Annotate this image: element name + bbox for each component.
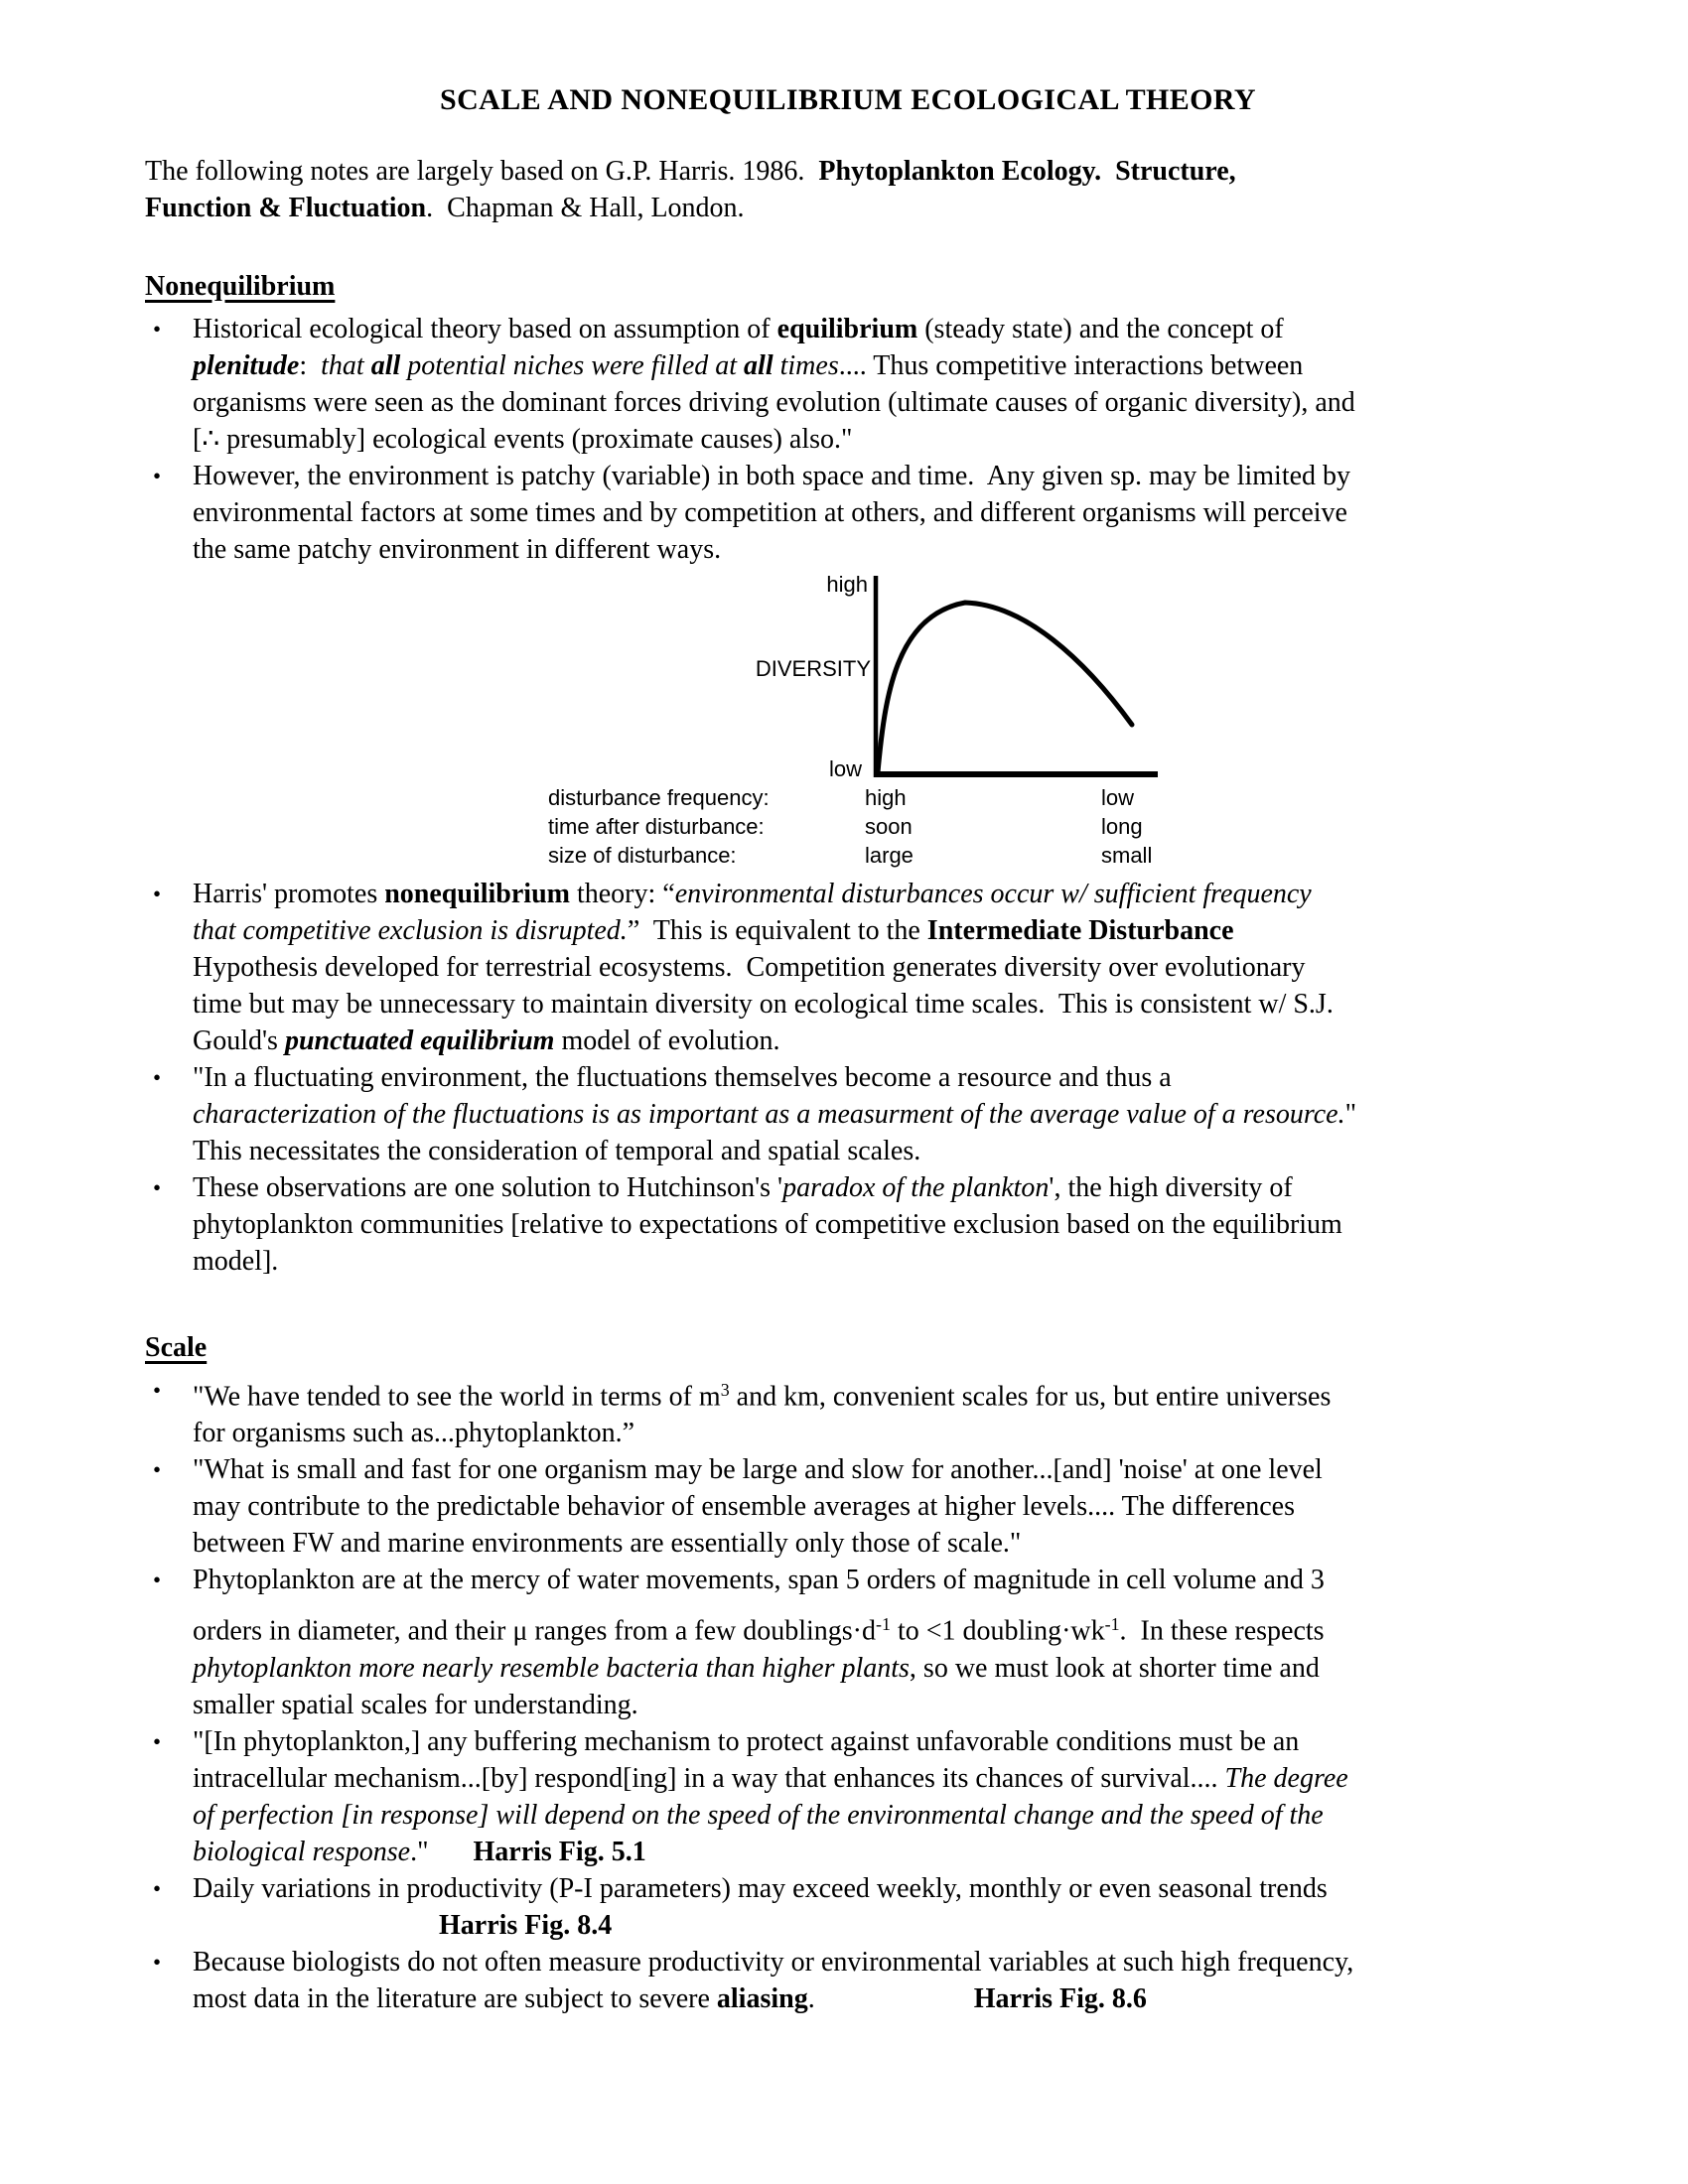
text-segment: "What is small and fast for one organism may be large and slow for another...[and] 'noise' at one level [193, 1454, 1323, 1486]
text-line [193, 1760, 1551, 1797]
text-segment: Because biologists do not often measure productivity or environmental variables at such high frequency, [193, 1946, 1354, 1978]
text-line [193, 1598, 1551, 1649]
text-block [193, 876, 1551, 1059]
text-segment: These observations are one solution to Hutchinson's ' [193, 1172, 783, 1203]
text-segment: 3 [720, 1380, 730, 1400]
text-segment: : [299, 350, 322, 381]
text-block [193, 1562, 1551, 1722]
text-line [193, 1169, 1551, 1206]
bullet-marker-icon: • [153, 1875, 162, 1901]
section-heading: Scale [145, 1332, 208, 1363]
text-line [193, 347, 1551, 384]
text-segment: for organisms such as...phytoplankton.” [193, 1418, 635, 1449]
text-block [193, 1451, 1551, 1562]
text-segment: theory: “ [569, 879, 675, 909]
text-segment: punctuated equilibrium [284, 1025, 555, 1056]
text-segment: Phytoplankton are at the mercy of water movements, span 5 orders of magnitude in cell volume and 3 [193, 1565, 1325, 1596]
figure-row-near-value: soon [865, 814, 913, 839]
text-segment: most data in the literature are subject to severe [193, 1982, 717, 2014]
text-segment: Harris' promotes [193, 879, 385, 909]
figure-row-far-value: low [1101, 785, 1135, 810]
figure-canvas [546, 570, 1174, 870]
diversity-disturbance-figure [546, 570, 1551, 870]
bullet-item [145, 1562, 1551, 1722]
text-line [193, 421, 1551, 458]
text-line [145, 153, 1551, 190]
figure-row-far-value: small [1101, 843, 1153, 868]
text-line [193, 1023, 1551, 1059]
text-segment: . [807, 1982, 815, 2014]
text-segment: Harris Fig. 5.1 [473, 1836, 646, 1867]
text-line [193, 1870, 1551, 1907]
text-block [193, 1870, 1551, 1944]
text-segment: . In these respects [1119, 1615, 1325, 1647]
bullet-item [145, 1870, 1551, 1944]
figure-row-far-value: long [1101, 814, 1143, 839]
text-segment: ', the high diversity of [1049, 1172, 1293, 1203]
text-segment: Harris Fig. 8.4 [439, 1909, 613, 1941]
text-segment: times [773, 350, 839, 381]
y-axis-high-label: high [826, 572, 868, 597]
text-line [193, 1451, 1551, 1488]
text-segment: " [1344, 1099, 1357, 1130]
text-segment: that competitive exclusion is disrupted. [193, 915, 628, 946]
bullet-marker-icon: • [153, 1378, 162, 1403]
intro-paragraph [145, 153, 1551, 226]
bullet-item [145, 458, 1551, 568]
tab-spacer [429, 1859, 474, 1860]
bullet-item [145, 1372, 1551, 1451]
text-line [193, 1797, 1551, 1834]
text-segment: [∴ presumably] ecological events (proximate causes) also." [193, 424, 853, 455]
text-block [145, 153, 1551, 226]
bullet-item [145, 1169, 1551, 1280]
text-segment: time but may be unnecessary to maintain diversity on ecological time scales. This is consistent w/ S.J. [193, 989, 1334, 1020]
text-line [193, 1059, 1551, 1096]
diversity-curve [878, 603, 1132, 772]
text-segment: the same patchy environment in different ways. [193, 534, 722, 565]
text-line [193, 384, 1551, 421]
text-segment: Historical ecological theory based on assumption of [193, 314, 777, 344]
text-segment: environmental disturbances occur w/ sufficient frequency [674, 879, 1312, 909]
text-segment: "[In phytoplankton,] any buffering mechanism to protect against unfavorable conditions must be an [193, 1725, 1300, 1757]
text-segment: intracellular mechanism...[by] respond[ing] in a way that enhances its chances of survival.... [193, 1762, 1225, 1794]
text-line [193, 1372, 1551, 1415]
text-segment: "In a fluctuating environment, the fluctuations themselves become a resource and thus a [193, 1062, 1172, 1093]
text-segment: . Chapman & Hall, London. [426, 193, 745, 223]
text-block [193, 1169, 1551, 1280]
figure-row-label: time after disturbance: [548, 814, 765, 839]
text-block [193, 311, 1551, 458]
diversity-axis-label: DIVERSITY [755, 656, 871, 681]
text-line [193, 1488, 1551, 1525]
figure-row-label: disturbance frequency: [548, 785, 770, 810]
bullet-marker-icon: • [153, 464, 162, 488]
text-line [193, 876, 1551, 912]
text-line [193, 1525, 1551, 1562]
text-segment: Phytoplankton Ecology. Structure, [818, 156, 1236, 187]
text-line [193, 1243, 1551, 1280]
figure-row-label: size of disturbance: [548, 843, 737, 868]
text-segment: Harris Fig. 8.6 [973, 1982, 1147, 2014]
text-segment: Hypothesis developed for terrestrial ecosystems. Competition generates diversity over evolutionary [193, 952, 1306, 983]
text-line [193, 1650, 1551, 1687]
text-line [193, 1206, 1551, 1243]
text-segment: equilibrium [776, 314, 918, 344]
text-segment: Daily variations in productivity (P-I parameters) may exceed weekly, monthly or even seasonal trends [193, 1872, 1328, 1904]
text-segment: and km, convenient scales for us, but entire universes [729, 1381, 1332, 1413]
bullet-marker-icon: • [153, 1065, 162, 1090]
text-segment: (steady state) and the concept of [917, 314, 1284, 344]
text-segment: model]. [193, 1246, 279, 1277]
text-segment: "We have tended to see the world in terms of m [193, 1381, 721, 1413]
text-block [193, 1372, 1551, 1451]
text-segment: .... Thus competitive interactions between [838, 350, 1304, 381]
text-segment: of perfection [in response] will depend on the speed of the environmental change and the speed of the [193, 1799, 1324, 1831]
section-heading: Nonequilibrium [145, 271, 336, 302]
bullet-item [145, 1451, 1551, 1562]
text-block [193, 1944, 1551, 2017]
text-segment: potential niches were filled at [400, 350, 745, 381]
text-segment: , so we must look at shorter time and [909, 1652, 1320, 1684]
text-line [193, 1687, 1551, 1723]
text-segment: may contribute to the predictable behavior of ensemble averages at higher levels.... The differences [193, 1491, 1295, 1523]
text-segment: However, the environment is patchy (variable) in both space and time. Any given sp. may be limited by [193, 461, 1351, 491]
bullet-marker-icon: • [153, 1568, 162, 1593]
text-block [193, 1723, 1551, 1870]
y-axis-low-label: low [828, 756, 862, 781]
text-line [145, 190, 1551, 226]
text-segment: organisms were seen as the dominant forces driving evolution (ultimate causes of organic diversity), and [193, 387, 1355, 418]
text-line [193, 1096, 1551, 1133]
text-line [193, 1907, 1551, 1944]
text-segment: phytoplankton more nearly resemble bacteria than higher plants [193, 1652, 910, 1684]
text-segment: smaller spatial scales for understanding. [193, 1689, 638, 1720]
text-segment: -1 [1104, 1614, 1120, 1635]
text-block [193, 1059, 1551, 1169]
page-title: SCALE AND NONEQUILIBRIUM ECOLOGICAL THEORY [439, 83, 1256, 116]
bullet-item [145, 1944, 1551, 2017]
text-line [193, 494, 1551, 531]
text-segment: all [744, 350, 774, 381]
text-segment: phytoplankton communities [relative to expectations of competitive exclusion based on the equilibrium [193, 1209, 1342, 1240]
text-segment: biological response [193, 1836, 411, 1867]
text-segment: that [321, 350, 371, 381]
bullet-item [145, 876, 1551, 1059]
text-line [193, 912, 1551, 949]
text-line [193, 1944, 1551, 1980]
tab-spacer [815, 2006, 974, 2007]
bullet-item [145, 311, 1551, 458]
text-line [193, 1723, 1551, 1760]
text-segment: The following notes are largely based on G.P. Harris. 1986. [145, 156, 819, 187]
bullet-item [145, 1723, 1551, 1870]
bullet-marker-icon: • [153, 317, 162, 341]
text-line [193, 1415, 1551, 1451]
text-line [193, 531, 1551, 568]
text-segment: plenitude [193, 350, 300, 381]
text-segment: This necessitates the consideration of temporal and spatial scales. [193, 1136, 921, 1166]
bullet-marker-icon: • [153, 1175, 162, 1200]
text-segment: orders in diameter, and their μ ranges from a few doublings·d [193, 1615, 877, 1647]
figure-row-near-value: high [865, 785, 907, 810]
text-segment: nonequilibrium [384, 879, 570, 909]
bullet-marker-icon: • [153, 882, 162, 906]
text-segment: Intermediate Disturbance [926, 915, 1234, 946]
text-line [193, 986, 1551, 1023]
text-segment: all [370, 350, 401, 381]
text-segment: Gould's [193, 1025, 285, 1056]
text-segment: Function & Fluctuation [145, 193, 427, 223]
bullet-item [145, 1059, 1551, 1169]
text-line [193, 949, 1551, 986]
text-line [193, 458, 1551, 494]
bullet-marker-icon: • [153, 1728, 162, 1754]
figure-row-near-value: large [865, 843, 914, 868]
text-segment: to <1 doubling·wk [890, 1615, 1105, 1647]
text-segment: between FW and marine environments are essentially only those of scale." [193, 1528, 1022, 1560]
text-segment: The degree [1224, 1762, 1348, 1794]
text-segment: model of evolution. [554, 1025, 780, 1056]
text-segment: ” This is equivalent to the [627, 915, 927, 946]
text-segment: characterization of the fluctuations is as important as a measurment of the average value of a resource. [193, 1099, 1345, 1130]
text-segment: -1 [876, 1614, 891, 1635]
text-block [193, 458, 1551, 568]
text-segment: aliasing [716, 1982, 808, 2014]
text-segment: ." [410, 1836, 429, 1867]
bullet-marker-icon: • [153, 1457, 162, 1483]
bullet-marker-icon: • [153, 1949, 162, 1975]
text-segment: paradox of the plankton [782, 1172, 1050, 1203]
text-segment: environmental factors at some times and by competition at others, and different organisms will perceive [193, 497, 1347, 528]
text-line [193, 1834, 1551, 1870]
text-line [193, 1562, 1551, 1598]
text-line [193, 1980, 1551, 2017]
text-line [193, 1133, 1551, 1169]
text-line [193, 311, 1551, 347]
